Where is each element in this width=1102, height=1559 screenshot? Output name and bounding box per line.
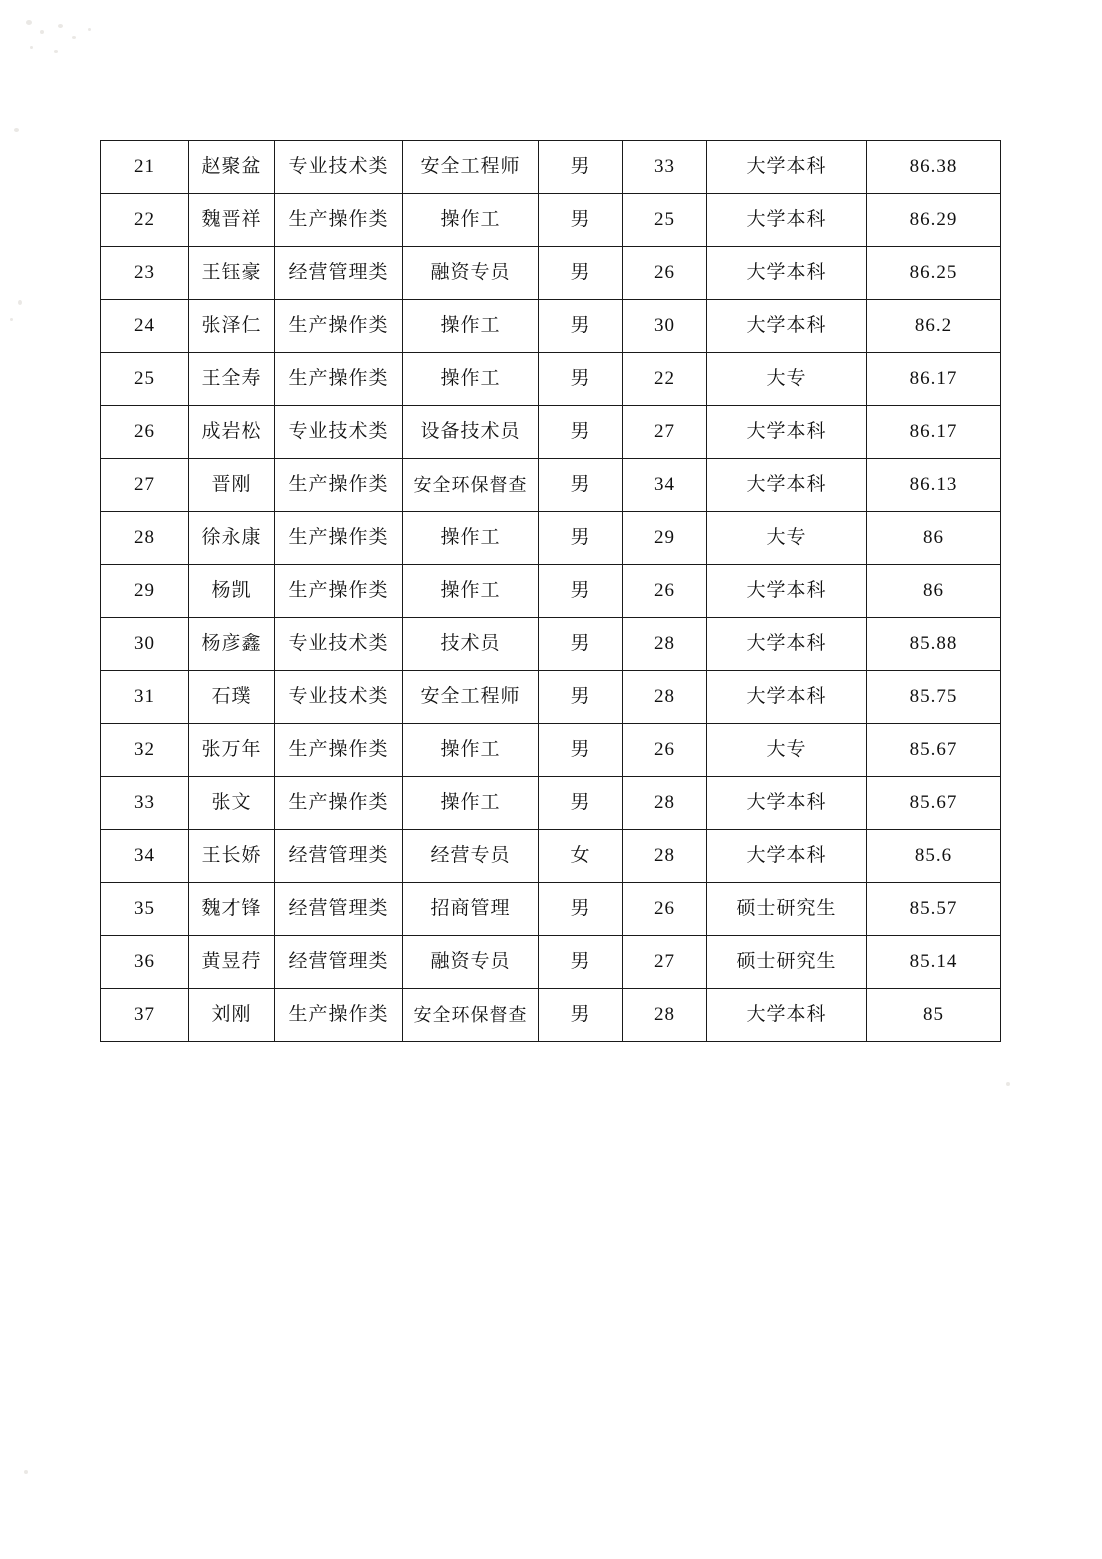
- scan-speck: [30, 46, 33, 49]
- scan-speck: [88, 28, 91, 31]
- cell-sex: 男: [539, 141, 623, 194]
- cell-name: 魏才锋: [189, 883, 275, 936]
- table-row: [101, 194, 1001, 247]
- cell-name: 王长娇: [189, 830, 275, 883]
- cell-post: 融资专员: [403, 936, 539, 989]
- cell-score: 86.13: [867, 459, 1001, 512]
- cell-education: 大学本科: [707, 565, 867, 618]
- cell-name: 王全寿: [189, 353, 275, 406]
- table-row: [101, 300, 1001, 353]
- cell-name: 王钰豪: [189, 247, 275, 300]
- table-row: [101, 724, 1001, 777]
- cell-category: 专业技术类: [275, 671, 403, 724]
- cell-score: 86: [867, 512, 1001, 565]
- roster-table: [100, 140, 1001, 1042]
- cell-index: 37: [101, 989, 189, 1042]
- cell-sex: 男: [539, 300, 623, 353]
- cell-score: 85.57: [867, 883, 1001, 936]
- scan-speck: [14, 128, 19, 132]
- cell-age: 34: [623, 459, 707, 512]
- cell-age: 26: [623, 724, 707, 777]
- cell-education: 大学本科: [707, 247, 867, 300]
- cell-name: 魏晋祥: [189, 194, 275, 247]
- cell-index: 22: [101, 194, 189, 247]
- cell-age: 28: [623, 671, 707, 724]
- cell-index: 34: [101, 830, 189, 883]
- cell-category: 生产操作类: [275, 512, 403, 565]
- cell-score: 85.88: [867, 618, 1001, 671]
- cell-name: 黄昱荇: [189, 936, 275, 989]
- cell-education: 大学本科: [707, 194, 867, 247]
- cell-name: 晋刚: [189, 459, 275, 512]
- candidate-results-table: [100, 140, 1000, 1042]
- table-row: [101, 459, 1001, 512]
- cell-category: 生产操作类: [275, 353, 403, 406]
- cell-index: 28: [101, 512, 189, 565]
- cell-category: 经营管理类: [275, 830, 403, 883]
- cell-education: 大学本科: [707, 618, 867, 671]
- cell-age: 28: [623, 777, 707, 830]
- cell-age: 27: [623, 936, 707, 989]
- cell-score: 85.6: [867, 830, 1001, 883]
- cell-age: 28: [623, 989, 707, 1042]
- cell-category: 生产操作类: [275, 565, 403, 618]
- cell-education: 大学本科: [707, 777, 867, 830]
- cell-index: 29: [101, 565, 189, 618]
- table-row: [101, 353, 1001, 406]
- cell-index: 35: [101, 883, 189, 936]
- cell-score: 86.17: [867, 353, 1001, 406]
- cell-category: 经营管理类: [275, 936, 403, 989]
- table-row: [101, 618, 1001, 671]
- cell-education: 大学本科: [707, 406, 867, 459]
- cell-category: 生产操作类: [275, 194, 403, 247]
- cell-score: 86.17: [867, 406, 1001, 459]
- cell-sex: 男: [539, 671, 623, 724]
- cell-post: 经营专员: [403, 830, 539, 883]
- cell-post: 操作工: [403, 565, 539, 618]
- table-row: [101, 671, 1001, 724]
- cell-score: 85.75: [867, 671, 1001, 724]
- cell-name: 石璞: [189, 671, 275, 724]
- cell-index: 21: [101, 141, 189, 194]
- cell-index: 32: [101, 724, 189, 777]
- cell-sex: 男: [539, 247, 623, 300]
- table-row: [101, 512, 1001, 565]
- cell-score: 86.2: [867, 300, 1001, 353]
- cell-sex: 男: [539, 194, 623, 247]
- cell-education: 大学本科: [707, 671, 867, 724]
- cell-age: 33: [623, 141, 707, 194]
- table-row: [101, 936, 1001, 989]
- cell-sex: 男: [539, 406, 623, 459]
- cell-name: 刘刚: [189, 989, 275, 1042]
- cell-education: 大学本科: [707, 989, 867, 1042]
- table-row: [101, 406, 1001, 459]
- cell-sex: 男: [539, 618, 623, 671]
- scan-speck: [58, 24, 63, 28]
- cell-age: 26: [623, 247, 707, 300]
- table-row: [101, 777, 1001, 830]
- table-row: [101, 989, 1001, 1042]
- scan-speck: [18, 300, 22, 305]
- table-row: [101, 883, 1001, 936]
- cell-post: 招商管理: [403, 883, 539, 936]
- cell-post: 操作工: [403, 777, 539, 830]
- cell-score: 86: [867, 565, 1001, 618]
- cell-post: 操作工: [403, 724, 539, 777]
- roster-table-body: [101, 141, 1001, 1042]
- cell-post: 操作工: [403, 353, 539, 406]
- cell-category: 专业技术类: [275, 141, 403, 194]
- cell-education: 大学本科: [707, 459, 867, 512]
- cell-category: 经营管理类: [275, 883, 403, 936]
- table-row: [101, 141, 1001, 194]
- cell-index: 33: [101, 777, 189, 830]
- cell-category: 生产操作类: [275, 777, 403, 830]
- cell-age: 22: [623, 353, 707, 406]
- cell-name: 张万年: [189, 724, 275, 777]
- cell-score: 85.67: [867, 724, 1001, 777]
- cell-post: 操作工: [403, 512, 539, 565]
- cell-post: 设备技术员: [403, 406, 539, 459]
- cell-sex: 男: [539, 936, 623, 989]
- scan-speck: [10, 318, 13, 321]
- scan-speck: [54, 50, 58, 53]
- cell-category: 经营管理类: [275, 247, 403, 300]
- cell-education: 大学本科: [707, 141, 867, 194]
- cell-age: 25: [623, 194, 707, 247]
- cell-score: 85.67: [867, 777, 1001, 830]
- cell-sex: 女: [539, 830, 623, 883]
- cell-post: 操作工: [403, 194, 539, 247]
- cell-sex: 男: [539, 989, 623, 1042]
- cell-post: 安全环保督查: [403, 989, 539, 1042]
- cell-post: 技术员: [403, 618, 539, 671]
- cell-name: 张泽仁: [189, 300, 275, 353]
- cell-education: 大学本科: [707, 830, 867, 883]
- cell-age: 27: [623, 406, 707, 459]
- scan-speck: [1006, 1082, 1010, 1086]
- cell-category: 生产操作类: [275, 724, 403, 777]
- cell-index: 30: [101, 618, 189, 671]
- cell-category: 专业技术类: [275, 406, 403, 459]
- cell-post: 操作工: [403, 300, 539, 353]
- cell-index: 31: [101, 671, 189, 724]
- cell-category: 生产操作类: [275, 459, 403, 512]
- cell-score: 85.14: [867, 936, 1001, 989]
- cell-sex: 男: [539, 724, 623, 777]
- cell-sex: 男: [539, 353, 623, 406]
- cell-age: 28: [623, 618, 707, 671]
- cell-sex: 男: [539, 459, 623, 512]
- cell-age: 28: [623, 830, 707, 883]
- cell-sex: 男: [539, 565, 623, 618]
- cell-age: 26: [623, 883, 707, 936]
- cell-name: 杨彦鑫: [189, 618, 275, 671]
- cell-age: 30: [623, 300, 707, 353]
- cell-education: 大专: [707, 512, 867, 565]
- cell-sex: 男: [539, 777, 623, 830]
- cell-age: 26: [623, 565, 707, 618]
- cell-category: 生产操作类: [275, 989, 403, 1042]
- cell-name: 杨凯: [189, 565, 275, 618]
- cell-post: 安全工程师: [403, 141, 539, 194]
- scan-speck: [72, 36, 76, 39]
- cell-name: 张文: [189, 777, 275, 830]
- table-row: [101, 247, 1001, 300]
- cell-age: 29: [623, 512, 707, 565]
- cell-education: 硕士研究生: [707, 936, 867, 989]
- cell-sex: 男: [539, 512, 623, 565]
- scan-speck: [26, 20, 32, 25]
- cell-post: 融资专员: [403, 247, 539, 300]
- cell-score: 85: [867, 989, 1001, 1042]
- cell-education: 大专: [707, 724, 867, 777]
- cell-education: 大专: [707, 353, 867, 406]
- cell-category: 生产操作类: [275, 300, 403, 353]
- cell-name: 徐永康: [189, 512, 275, 565]
- table-row: [101, 565, 1001, 618]
- cell-education: 硕士研究生: [707, 883, 867, 936]
- cell-score: 86.29: [867, 194, 1001, 247]
- cell-sex: 男: [539, 883, 623, 936]
- cell-education: 大学本科: [707, 300, 867, 353]
- scan-speck: [24, 1470, 28, 1474]
- cell-score: 86.25: [867, 247, 1001, 300]
- cell-name: 赵聚盆: [189, 141, 275, 194]
- cell-name: 成岩松: [189, 406, 275, 459]
- cell-index: 25: [101, 353, 189, 406]
- table-row: [101, 830, 1001, 883]
- cell-category: 专业技术类: [275, 618, 403, 671]
- cell-score: 86.38: [867, 141, 1001, 194]
- cell-index: 23: [101, 247, 189, 300]
- cell-post: 安全工程师: [403, 671, 539, 724]
- scan-speck: [40, 30, 44, 34]
- cell-post: 安全环保督查: [403, 459, 539, 512]
- cell-index: 26: [101, 406, 189, 459]
- cell-index: 36: [101, 936, 189, 989]
- cell-index: 24: [101, 300, 189, 353]
- cell-index: 27: [101, 459, 189, 512]
